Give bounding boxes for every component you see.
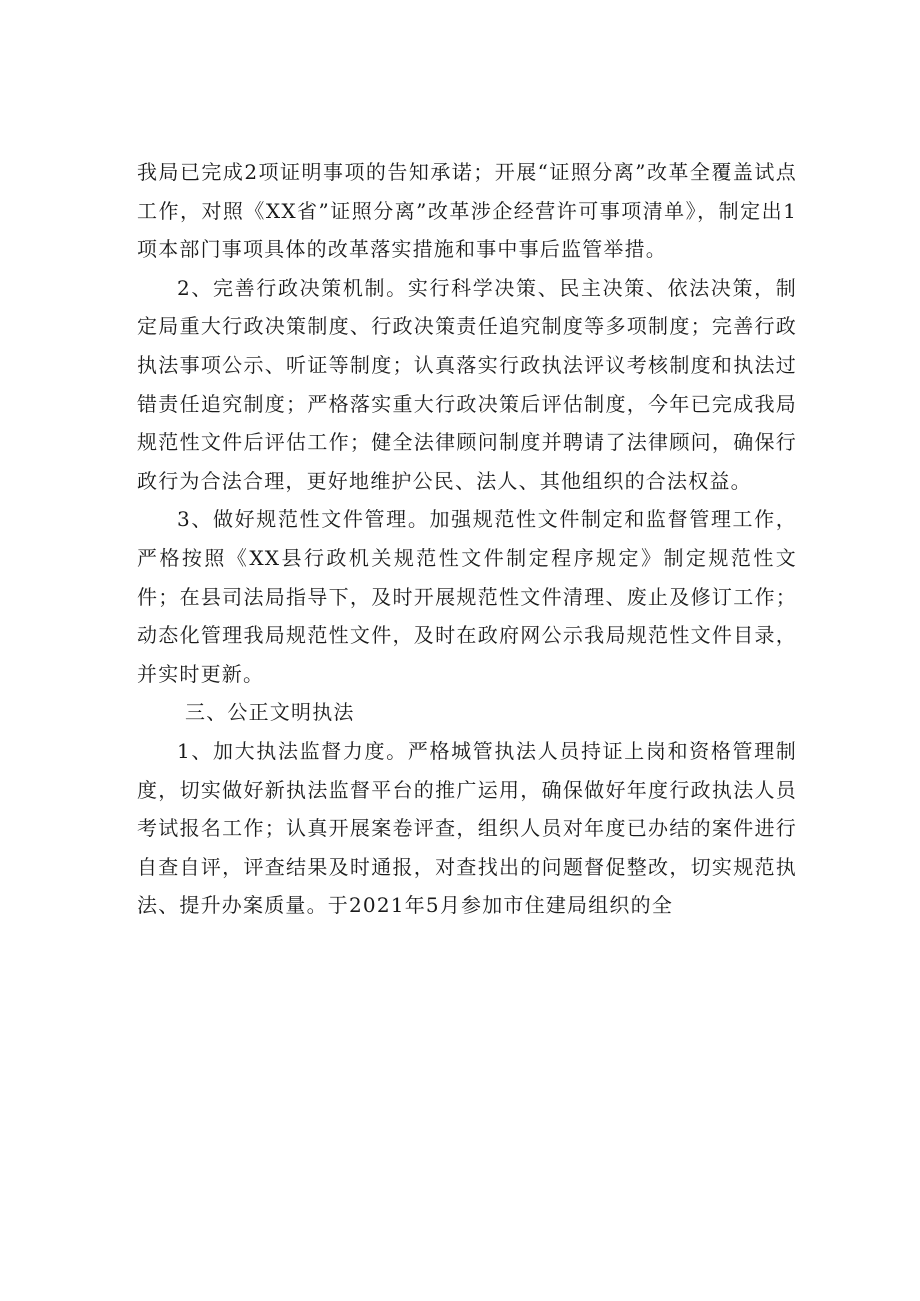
paragraph-normative-documents: 3、做好规范性文件管理。加强规范性文件制定和监督管理工作，严格按照《XX县行政机关规范性文件制定程序规定》制定规范性文件；在县司法局指导下，及时开展规范性文件清理、废止及修订工作；动态化管理我局规范性文件，及时在政府网公示我局规范性文件目录，并实时更新。 [137, 507, 797, 686]
section-heading: 三、公正文明执法 [185, 700, 355, 725]
paragraph-continuation: 我局已完成2项证明事项的告知承诺；开展“证照分离”改革全覆盖试点工作，对照《XX省”证照分离”改革涉企经营许可事项清单》，制定出1项本部门事项具体的改革落实措施和事中事后监管举措。 [137, 160, 797, 262]
paragraph-enforcement-supervision: 1、加大执法监督力度。严格城管执法人员持证上岗和资格管理制度，切实做好新执法监督平台的推广运用，确保做好年度行政执法人员考试报名工作；认真开展案卷评查，组织人员对年度已办结的案件进行自查自评，评查结果及时通报，对查找出的问题督促整改，切实规范执法、提升办案质量。于2021年5月参加市住建局组织的全 [137, 738, 797, 918]
document-body [137, 153, 797, 925]
paragraph-decision-mechanism: 2、完善行政决策机制。实行科学决策、民主决策、依法决策，制定局重大行政决策制度、行政决策责任追究制度等多项制度；完善行政执法事项公示、听证等制度；认真落实行政执法评议考核制度和执法过错责任追究制度；严格落实重大行政决策后评估制度，今年已完成我局规范性文件后评估工作；健全法律顾问制度并聘请了法律顾问，确保行政行为合法合理，更好地维护公民、法人、其他组织的合法权益。 [137, 275, 797, 493]
